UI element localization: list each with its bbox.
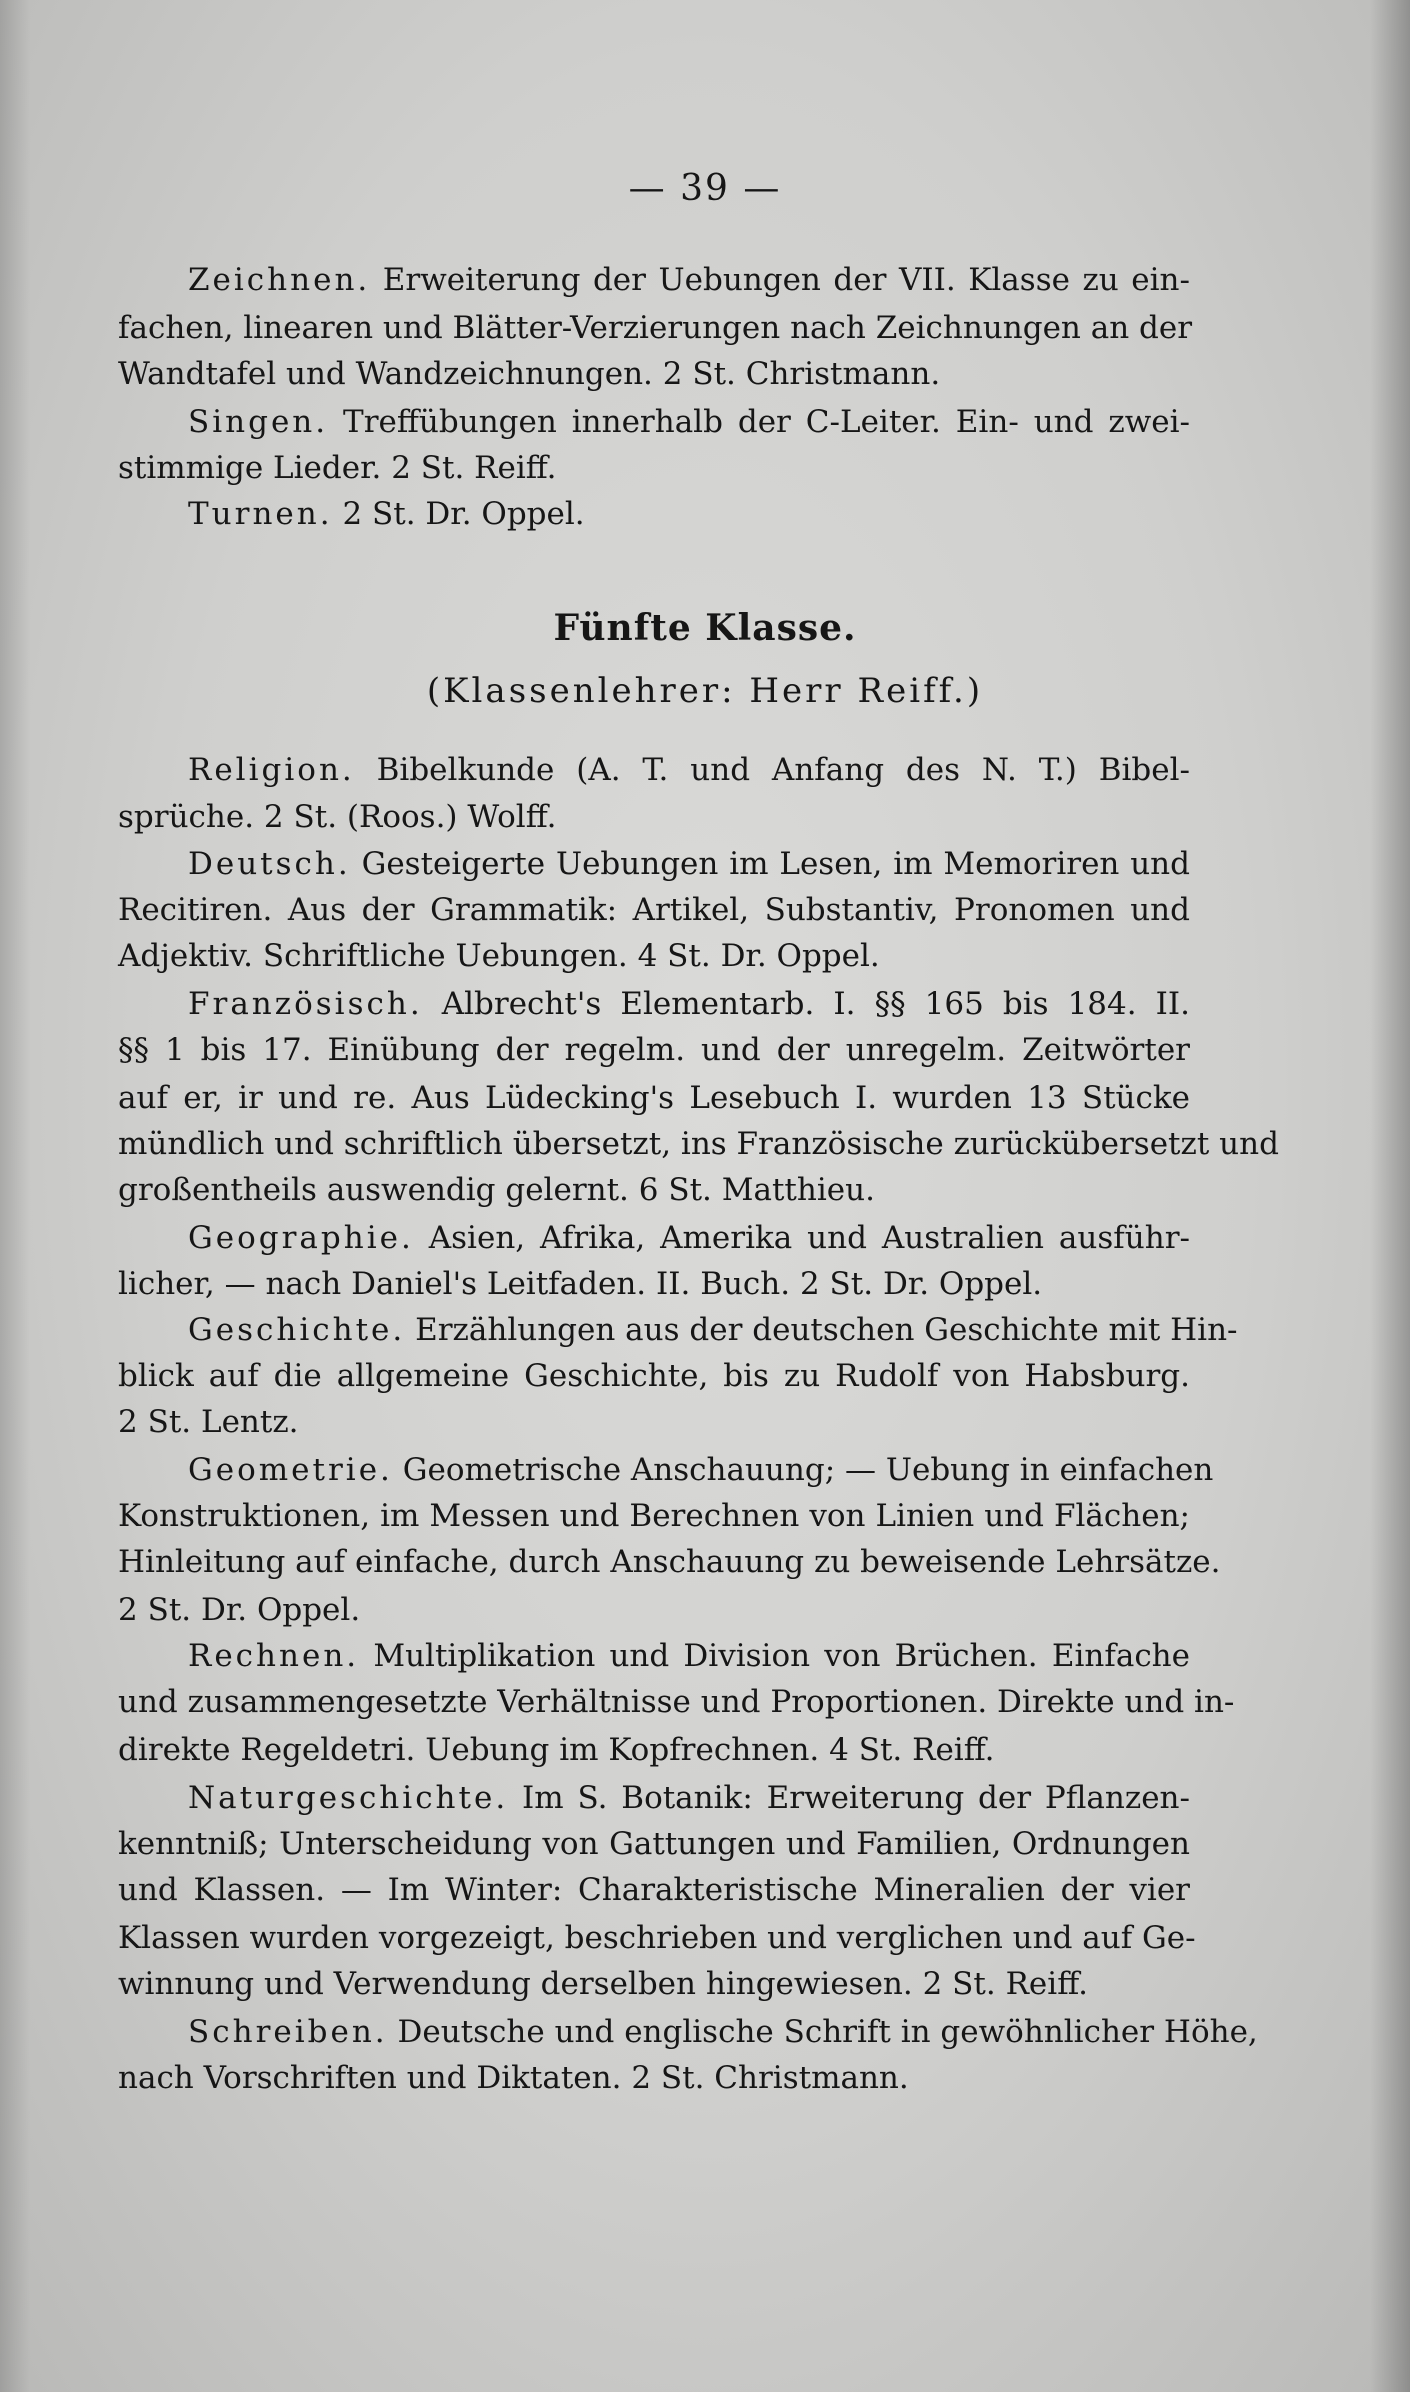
line-text: Albrecht's Elementarb. I. §§ 165 bis 184. II. — [422, 986, 1190, 1022]
section-heading: Fünfte Klasse. — [553, 607, 857, 649]
text-line — [188, 1776, 1190, 1820]
line-text: direkte Regeldetri. Uebung im Kopfrechnen. 4 St. Reiff. — [118, 1732, 995, 1768]
text-line — [118, 306, 1193, 350]
text-line — [118, 1540, 1221, 1584]
text-line — [118, 1122, 1279, 1166]
line-text: nach Vorschriften und Diktaten. 2 St. Christmann. — [118, 2060, 909, 2096]
text-line — [118, 2056, 1190, 2100]
line-text: und zusammengesetzte Verhältnisse und Proportionen. Direkte und in- — [118, 1684, 1235, 1720]
line-text: §§ 1 bis 17. Einübung der regelm. und der unregelm. Zeitwörter — [118, 1032, 1190, 1068]
text-line — [188, 982, 1190, 1026]
page-shadow-right — [1370, 0, 1410, 2392]
line-text: winnung und Verwendung derselben hingewiesen. 2 St. Reiff. — [118, 1966, 1088, 2002]
subject-name: Zeichnen. — [188, 262, 371, 298]
line-text: Klassen wurden vorgezeigt, beschrieben und verglichen und auf Ge- — [118, 1920, 1196, 1956]
subject-name: Geographie. — [188, 1220, 414, 1256]
text-line — [118, 1822, 1190, 1866]
subject-name: Religion. — [188, 752, 355, 788]
subject-name: Schreiben. — [188, 2014, 388, 2050]
line-text: 2 St. Lentz. — [118, 1404, 299, 1440]
subject-name: Rechnen. — [188, 1638, 360, 1674]
line-text: Konstruktionen, im Messen und Berechnen von Linien und Flächen; — [118, 1498, 1190, 1534]
text-line — [118, 1868, 1190, 1912]
line-text: Multiplikation und Division von Brüchen. Einfache — [359, 1638, 1190, 1674]
subject-name: Turnen. — [188, 496, 333, 532]
text-line — [118, 795, 1190, 839]
text-line — [118, 1916, 1196, 1960]
line-text: sprüche. 2 St. (Roos.) Wolff. — [118, 799, 557, 835]
line-text: kenntniß; Unterscheidung von Gattungen und Familien, Ordnungen — [118, 1826, 1190, 1862]
line-text: mündlich und schriftlich übersetzt, ins Französische zurückübersetzt und — [118, 1126, 1279, 1162]
text-line — [118, 1262, 1190, 1306]
text-line — [118, 1728, 1190, 1772]
line-text: 2 St. Dr. Oppel. — [118, 1592, 361, 1628]
line-text: Hinleitung auf einfache, durch Anschauung zu beweisende Lehrsätze. — [118, 1544, 1221, 1580]
line-text: Treffübungen innerhalb der C-Leiter. Ein- und zwei- — [328, 404, 1190, 440]
line-text: stimmige Lieder. 2 St. Reiff. — [118, 450, 557, 486]
text-line — [118, 1494, 1190, 1538]
page-shadow-left — [0, 0, 30, 2392]
text-line — [188, 1634, 1190, 1678]
line-text: 2 St. Dr. Oppel. — [332, 496, 585, 532]
text-line — [188, 842, 1190, 886]
line-text: Im S. Botanik: Erweiterung der Pflanzen- — [508, 1780, 1190, 1816]
line-text: auf er, ir und re. Aus Lüdecking's Lesebuch I. wurden 13 Stücke — [118, 1080, 1190, 1116]
text-line — [188, 400, 1190, 444]
subject-name: Singen. — [188, 404, 329, 440]
text-line — [188, 1216, 1190, 1260]
line-text: Bibelkunde (A. T. und Anfang des N. T.) Bibel- — [354, 752, 1190, 788]
page-number: — 39 — — [628, 168, 782, 209]
text-line — [188, 748, 1190, 792]
text-line — [118, 934, 1190, 978]
text-line — [118, 1400, 1190, 1444]
line-text: Erzählungen aus der deutschen Geschichte mit Hin- — [405, 1312, 1238, 1348]
text-line — [118, 1076, 1190, 1120]
text-line — [188, 492, 1190, 536]
subject-name: Geschichte. — [188, 1312, 406, 1348]
text-line — [118, 1028, 1190, 1072]
section-subheading: (Klassenlehrer: Herr Reiff.) — [426, 671, 984, 711]
line-text: großentheils auswendig gelernt. 6 St. Matthieu. — [118, 1172, 875, 1208]
text-line — [118, 1680, 1235, 1724]
text-line — [118, 1354, 1190, 1398]
text-line — [188, 1308, 1238, 1352]
subject-name: Französisch. — [188, 986, 423, 1022]
text-line — [118, 1588, 1190, 1632]
text-line — [188, 2010, 1258, 2054]
line-text: Adjektiv. Schriftliche Uebungen. 4 St. Dr. Oppel. — [118, 938, 880, 974]
text-line — [118, 1168, 1190, 1212]
text-line — [118, 352, 1190, 396]
subject-name: Naturgeschichte. — [188, 1780, 509, 1816]
subject-name: Deutsch. — [188, 846, 351, 882]
line-text: Geometrische Anschauung; — Uebung in einfachen — [392, 1452, 1214, 1488]
line-text: Wandtafel und Wandzeichnungen. 2 St. Christmann. — [118, 356, 941, 392]
text-line — [118, 888, 1190, 932]
line-text: und Klassen. — Im Winter: Charakteristische Mineralien der vier — [118, 1872, 1190, 1908]
line-text: Asien, Afrika, Amerika und Australien ausführ- — [413, 1220, 1190, 1256]
text-line — [188, 258, 1190, 302]
line-text: Deutsche und englische Schrift in gewöhnlicher Höhe, — [387, 2014, 1258, 2050]
line-text: fachen, linearen und Blätter-Verzierungen nach Zeichnungen an der — [118, 310, 1193, 346]
subject-name: Geometrie. — [188, 1452, 393, 1488]
line-text: Erweiterung der Uebungen der VII. Klasse zu ein- — [370, 262, 1190, 298]
line-text: Recitiren. Aus der Grammatik: Artikel, Substantiv, Pronomen und — [118, 892, 1190, 928]
line-text: Gesteigerte Uebungen im Lesen, im Memoriren und — [350, 846, 1190, 882]
text-line — [118, 446, 1190, 490]
text-line — [188, 1448, 1214, 1492]
line-text: licher, — nach Daniel's Leitfaden. II. Buch. 2 St. Dr. Oppel. — [118, 1266, 1043, 1302]
text-line — [118, 1962, 1190, 2006]
line-text: blick auf die allgemeine Geschichte, bis zu Rudolf von Habsburg. — [118, 1358, 1190, 1394]
